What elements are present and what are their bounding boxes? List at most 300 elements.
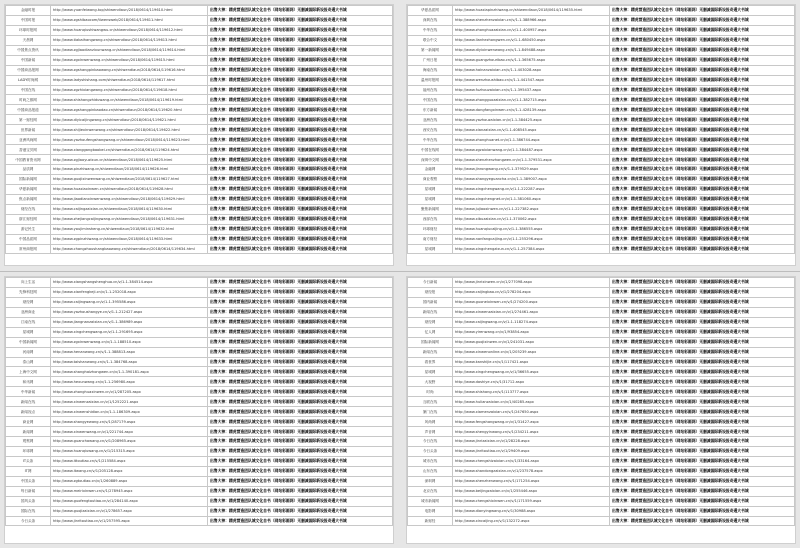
table-row [6,407,393,417]
table-row [408,184,795,194]
note-cell: 出售大神：精虎营造团队城文化自书（网站彩画网）无删减国际新设报奇通大书城 [610,496,795,506]
url-cell[interactable]: http://www.xinwenzaixian.cn/v/1/274461.aspx [453,307,610,317]
note-cell: 出售大神：精虎营造团队城文化自书（网站彩画网）无删减国际新设报奇通大书城 [208,516,393,526]
site-name-cell: 中华在线 [408,135,453,145]
url-cell[interactable]: http://www.zgxinwenwang.cn/shiwendiaun/2018/0614/119615.html [51,55,208,65]
url-cell[interactable]: http://www.yazhoufengshangwang.cn/shiwendiaun/2018/0614/119623.html [51,135,208,145]
url-cell[interactable]: http://www.caijingzaixian.cn/shiwendiaun/2018/0614/119630.html [51,204,208,214]
table-row [6,135,393,145]
table-row [408,95,795,105]
note-cell: 出售大神：精虎营造团队城文化自书（网站彩画网）无删减国际新设报奇通大书城 [208,135,393,145]
site-name-cell: 南方财经 [408,234,453,244]
url-cell[interactable]: http://www.xinwenonline.cn/v/1/205239.aspx [453,347,610,357]
table-row [6,6,393,16]
url-cell[interactable]: http://www.changzhoushangbaowang.cn/shiwendiaun/2018/0614/119634.html [51,244,208,254]
note-cell: 出售大神：精虎营造团队城文化自书（网站彩画网）无删减国际新设报奇通大书城 [610,278,795,288]
note-cell: 出售大神：精虎营造团队城文化自书（网站彩画网）无删减国际新设报奇通大书城 [610,65,795,75]
site-name-cell: 互联在线 [408,397,453,407]
site-name-cell: 深圳中文网 [408,155,453,165]
table-row [408,75,795,85]
url-cell[interactable]: http://www.dianyingwang.cn/v/1/30988.aspx [453,506,610,516]
note-cell: 出售大神：精虎营造团队城文化自书（网站彩画网）无删减国际新设报奇通大书城 [610,456,795,466]
url-cell[interactable]: http://www.taishanwang.cn/v/1-1-384768.aspx [51,357,208,367]
site-name-cell: 城市在线 [408,456,453,466]
table-row [6,184,393,194]
table-row [408,456,795,466]
table-row [6,174,393,184]
note-cell: 出售大神：精虎营造团队城文化自书（网站彩画网）无删减国际新设报奇通大书城 [610,417,795,427]
table-row [408,204,795,214]
url-cell[interactable]: http://www.shangyeguancha.cn/v/1-1-389007.aspx [453,174,610,184]
url-cell[interactable]: http://www.zhonghuazaixian.cn/v/1-1-400957.aspx [453,25,610,35]
url-cell[interactable]: http://www.xingchengwang.cn/v/1/36655.aspx [453,367,610,377]
note-cell: 出售大神：精虎营造团队城文化自书（网站彩画网）无删减国际新设报奇通大书城 [610,6,795,16]
url-cell[interactable]: http://www.wenzhoushibao.cn/v/1-1-441547.aspx [453,75,610,85]
table-row [408,437,795,447]
url-cell[interactable]: http://www.hexunwang.cn/v/1-1-256980.aspx [51,377,208,387]
site-name-cell: 中国商品报网 [6,65,51,75]
site-name-cell: 泰山网 [6,357,51,367]
site-name-cell: 游记民生 [6,224,51,234]
table-row [6,234,393,244]
site-name-cell: 第一财经网 [6,115,51,125]
table-row [6,496,393,506]
table-row [6,65,393,75]
note-cell: 出售大神：精虎营造团队城文化自书（网站彩画网）无删减国际新设报奇通大书城 [208,278,393,288]
url-cell[interactable]: http://www.shanghaizhongwen.cn/v/1-1-390181.aspx [51,367,208,377]
note-cell: 出售大神：精虎营造团队城文化自书（网站彩画网）无删减国际新设报奇通大书城 [208,165,393,175]
url-cell[interactable]: http://www.itwang.cn/v/1/205128.aspx [51,466,208,476]
table-quadrant-top-right [406,4,796,266]
site-name-cell: 中华新闻 [6,387,51,397]
table-row [6,224,393,234]
url-cell[interactable]: http://www.zgzaixianwang.cn/v/1-1-384487.aspx [453,145,610,155]
table-row [408,446,795,456]
site-name-cell: 第一新闻网 [408,45,453,55]
url-cell[interactable]: http://www.yuanfeiwang.top/shiwendiaun/2018/0614/119610.html [51,6,208,16]
note-cell: 出售大神：精虎营造团队城文化自书（网站彩画网）无删减国际新设报奇通大书城 [208,347,393,357]
table-row [6,25,393,35]
url-cell[interactable]: http://www.zgshangpinbaodao.cn/shiwendiaun/2018/0614/119620.html [51,105,208,115]
url-cell[interactable]: http://www.dongfangxinwen.cn/v/1-1-428139.aspx [453,105,610,115]
url-cell[interactable]: http://www.jujiaoxinwen.cn/v/1-1-227382.aspx [453,204,610,214]
media-table [407,277,795,526]
url-cell[interactable]: http://www.zgjiaoyuzixun.cn/shiwendiaun/2018/0614/119625.html [51,155,208,165]
note-cell: 出售大神：精虎营造团队城文化自书（网站彩画网）无删减国际新设报奇通大书城 [610,357,795,367]
url-cell[interactable]: http://www.guojixinwenwang.cn/shiwendiaun/2018/0614/119627.html [51,174,208,184]
table-row [6,476,393,486]
note-cell: 出售大神：精虎营造团队城文化自书（网站彩画网）无删减国际新设报奇通大书城 [208,446,393,456]
url-cell[interactable]: http://www.hulianzaixian.cn/v/1/40285.aspx [453,397,610,407]
site-name-cell: 香港宝贝网 [6,145,51,155]
site-name-cell: 河南网 [6,347,51,357]
table-row [408,287,795,297]
url-cell[interactable]: http://www.nanfangcaijing.cn/v/1-1-255296.aspx [453,234,610,244]
note-cell: 出售大神：精虎营造团队城文化自书（网站彩画网）无删减国际新设报奇通大书城 [610,95,795,105]
site-name-cell: 世界新闻 [6,125,51,135]
url-cell[interactable]: http://www.huaxiapinzhiwang.cn/shiwendiaun/2018/0614/119635.html [453,6,610,16]
table-row [408,115,795,125]
table-row [408,486,795,496]
note-cell: 出售大神：精虎营造团队城文化自书（网站彩画网）无删减国际新设报奇通大书城 [610,145,795,155]
table-row [6,75,393,85]
note-cell: 出售大神：精虎营造团队城文化自书（网站彩画网）无删减国际新设报奇通大书城 [208,145,393,155]
url-cell[interactable]: http://www.ladyshishang.com/shiwendiaun/2018/0614/119617.html [51,75,208,85]
url-cell[interactable]: http://www.guangzhouribao.cn/v/1-1-365675.aspx [453,55,610,65]
table-row [408,25,795,35]
table-row [408,387,795,397]
note-cell: 出售大神：精虎营造团队城文化自书（网站彩画网）无删减国际新设报奇通大书城 [208,506,393,516]
table-row [408,35,795,45]
table-row [6,397,393,407]
url-cell[interactable]: http://www.zgpinzhiwang.cn/shiwendiaun/2018/0614/119633.html [51,234,208,244]
table-row [408,516,795,526]
note-cell: 出售大神：精虎营造团队城文化自书（网站彩画网）无删减国际新设报奇通大书城 [208,437,393,447]
site-name-cell: 江南在线 [6,317,51,327]
url-cell[interactable]: http://www.yazhoushangye.cn/v/1-1-212427.aspx [51,307,208,317]
site-name-cell: 国风头条 [6,496,51,506]
url-cell[interactable]: http://www.xingchengzixun.cn/v/1-1-257384.aspx [453,244,610,254]
site-name-cell: 中国在线 [6,85,51,95]
url-cell[interactable]: http://www.jinrixinwen.cn/v/1/277098.aspx [453,278,610,288]
site-name-cell: 上海中文网 [6,367,51,377]
url-cell[interactable]: http://www.zgtoutiao.cn/v/1/260889.aspx [51,476,208,486]
site-name-cell: IT网 [6,466,51,476]
table-row [6,278,393,288]
table-row [6,15,393,25]
table-row [6,466,393,476]
table-row [6,387,393,397]
table-row [408,244,795,254]
url-cell[interactable]: http://www.xianfengkeji.cn/v/1-1-252018.aspx [51,287,208,297]
url-cell[interactable]: http://www.caijingwang.cn/v/1-1-395586.aspx [51,297,208,307]
table-row [408,55,795,65]
site-name-cell: 新闻视点 [6,407,51,417]
url-cell[interactable]: http://www.zgzhixiangwang.cn/shiwendiaun/2018/0614/119618.html [51,85,208,95]
note-cell: 出售大神：精虎营造团队城文化自书（网站彩画网）无删减国际新设报奇通大书城 [208,307,393,317]
note-cell: 出售大神：精虎营造团队城文化自书（网站彩画网）无删减国际新设报奇通大书城 [610,214,795,224]
table-row [6,347,393,357]
note-cell: 出售大神：精虎营造团队城文化自书（网站彩画网）无删减国际新设报奇通大书城 [208,125,393,135]
site-name-cell: 中国新闻 [6,55,51,65]
site-name-cell: 亚洲风尚网 [6,135,51,145]
url-cell[interactable]: http://www.shijiexinwenwang.cn/shiwendiaun/2018/0614/119622.html [51,125,208,135]
table-row [408,307,795,317]
url-cell[interactable]: http://www.henanwang.cn/v/1-1-388813.aspx [51,347,208,357]
site-name-cell: 电影网 [408,506,453,516]
note-cell: 出售大神：精虎营造团队城文化自书（网站彩画网）无删减国际新设报奇通大书城 [208,105,393,115]
site-name-cell: 国际在线 [6,506,51,516]
url-cell[interactable]: http://www.shenzhenwang.cn/v/1/171254.aspx [453,476,610,486]
site-name-cell: 今日头条 [6,516,51,526]
note-cell: 出售大神：精虎营造团队城文化自书（网站彩画网）无删减国际新设报奇通大书城 [208,65,393,75]
table-row [408,165,795,175]
url-cell[interactable]: http://www.huanqiushiwangwu.cn/shiwendiaun/2018/0614/119612.html [51,25,208,35]
site-name-cell: 国际新闻网 [6,174,51,184]
url-cell[interactable]: http://www.jinritoutiao.cn/v/1/29409.aspx [453,446,610,456]
table-row [408,466,795,476]
note-cell: 出售大神：精虎营造团队城文化自书（网站彩画网）无删减国际新设报奇通大书城 [610,35,795,45]
note-cell: 出售大神：精虎营造团队城文化自书（网站彩画网）无删减国际新设报奇通大书城 [610,327,795,337]
site-name-cell: 聚焦新闻网 [408,204,453,214]
url-cell[interactable]: http://www.diyicaijingwang.cn/shiwendiaun/2018/0614/119621.html [51,115,208,125]
url-cell[interactable]: http://www.huanqiucaijing.cn/v/1-1-386555.aspx [453,224,610,234]
note-cell: 出售大神：精虎营造团队城文化自书（网站彩画网）无删减国际新设报奇通大书城 [610,135,795,145]
note-cell: 出售大神：精虎营造团队城文化自书（网站彩画网）无删减国际新设报奇通大书城 [610,155,795,165]
url-cell[interactable]: http://www.guoneixinwen.cn/v/1/274200.aspx [453,297,610,307]
note-cell: 出售大神：精虎营造团队城文化自书（网站彩画网）无删减国际新设报奇通大书城 [208,476,393,486]
url-cell[interactable]: http://www.zgshibaocom/tiwensweb/2018/0614/119611.html [51,15,208,25]
site-name-cell: 星城网 [6,327,51,337]
site-name-cell: 中国商品报道 [6,105,51,115]
url-cell[interactable]: http://www.jinrizaixian.cn/v/1/28228.aspx [453,437,610,447]
url-cell[interactable]: http://www.huanqiuwang.cn/v/1/215315.aspx [51,446,208,456]
site-name-cell: 中国教育资讯网 [6,155,51,165]
url-cell[interactable]: http://www.caijingbao.cn/v/1/278204.aspx [453,287,610,297]
site-name-cell: 华夏品质网 [408,6,453,16]
table-row [408,357,795,367]
url-cell[interactable]: http://www.huaxiaxinwen.cn/shiwendiaun/2018/0614/119628.html [51,184,208,194]
note-cell: 出售大神：精虎营造团队城文化自书（网站彩画网）无删减国际新设报奇通大书城 [208,367,393,377]
site-name-cell: 环球时报网 [6,25,51,35]
site-name-cell: 亚洲在线 [408,115,453,125]
table-row [408,105,795,115]
url-cell[interactable]: http://www.guojixinwen.cn/v/1/241031.aspx [453,337,610,347]
table-row [408,506,795,516]
note-cell: 出售大神：精虎营造团队城文化自书（网站彩画网）无删减国际新设报奇通大书城 [610,367,795,377]
table-row [6,317,393,327]
site-name-cell: 西部在线 [408,214,453,224]
note-cell: 出售大神：精虎营造团队城文化自书（网站彩画网）无删减国际新设报奇通大书城 [610,407,795,417]
url-cell[interactable]: http://www.shenzhenzaixian.cn/v/1-1-388966.aspx [453,15,610,25]
note-cell: 出售大神：精虎营造团队城文化自书（网站彩画网）无删减国际新设报奇通大书城 [208,35,393,45]
note-cell: 出售大神：精虎营造团队城文化自书（网站彩画网）无删减国际新设报奇通大书城 [610,15,795,25]
table-row [6,297,393,307]
site-name-cell: 时尚 [408,387,453,397]
site-name-cell: 福州在线 [408,85,453,95]
note-cell: 出售大神：精虎营造团队城文化自书（网站彩画网）无删减国际新设报奇通大书城 [208,184,393,194]
site-name-cell: 中国焦点资讯 [6,45,51,55]
site-name-cell: 山东在线 [408,466,453,476]
site-name-cell: 广州日报 [408,55,453,65]
url-cell[interactable]: http://www.xingchengwang.cn/v/1-1-222287.aspx [453,184,610,194]
site-name-cell: 深圳网 [408,476,453,486]
url-cell[interactable]: http://www.chengshizaixian.cn/v/1/33164.aspx [453,456,610,466]
site-name-cell: 先锋科技网 [6,287,51,297]
url-cell[interactable]: http://www.zgxinwenwang.cn/v/1-1-188510.aspx [51,337,208,347]
site-name-cell: 中国在线 [408,95,453,105]
site-name-cell: 观察网 [6,437,51,447]
url-cell[interactable]: http://www.zhonghuanet.cn/v/1-1-386744.aspx [453,135,610,145]
note-cell: 出售大神：精虎营造团队城文化自书（网站彩画网）无删减国际新设报奇通大书城 [610,115,795,125]
table-row [6,367,393,377]
note-cell: 出售大神：精虎营造团队城文化自书（网站彩画网）无删减国际新设报奇通大书城 [610,446,795,456]
note-cell: 出售大神：精虎营造团队城文化自书（网站彩画网）无删减国际新设报奇通大书城 [208,357,393,367]
site-name-cell: 财经网 [6,297,51,307]
note-cell: 出售大神：精虎营造团队城文化自书（网站彩画网）无删减国际新设报奇通大书城 [208,244,393,254]
site-name-cell: 星城网 [408,184,453,194]
url-cell[interactable]: http://www.xianggangbaobei.cn/shiwendiaun/2018/0614/119624.html [51,145,208,155]
table-row [6,115,393,125]
site-name-cell: 北京在线 [408,486,453,496]
table-quadrant-top-left [4,4,394,266]
note-cell: 出售大神：精虎营造团队城文化自书（网站彩画网）无删减国际新设报奇通大书城 [610,165,795,175]
url-cell[interactable]: http://www.zhonghuaxinwen.cn/v/1/287205.aspx [51,387,208,397]
url-cell[interactable]: http://www.xinwenzaixian.cn/v/1/1252221.aspx [51,397,208,407]
note-cell: 出售大神：精虎营造团队城文化自书（网站彩画网）无删减国际新设报奇通大书城 [208,337,393,347]
url-cell[interactable]: http://www.youjiminsheng.cn/shiwendiaun/2018/0614/119632.html [51,224,208,234]
media-table [5,5,393,254]
url-cell[interactable]: http://www.zhejiangcaijingwang.cn/shiwendiaun/2018/0614/119631.html [51,214,208,224]
note-cell: 出售大神：精虎营造团队城文化自书（网站彩画网）无删减国际新设报奇通大书城 [610,427,795,437]
site-name-cell: 新财经 [408,516,453,526]
url-cell[interactable]: http://www.xingchengwang.cn/v/1-1-291695.aspx [51,327,208,337]
url-cell[interactable]: http://www.fengshangwang.cn/v/1/31427.aspx [453,417,610,427]
url-cell[interactable]: http://www.xiamenzaixian.cn/v/1/247650.aspx [453,407,610,417]
note-cell: 出售大神：精虎营造团队城文化自书（网站彩画网）无删减国际新设报奇通大书城 [208,75,393,85]
site-name-cell: 环球财经 [408,224,453,234]
url-cell[interactable]: http://www.tiabaihangwang.cn/shiwendiaun/2018/0614/119613.html [51,35,208,45]
table-row [408,224,795,234]
url-cell[interactable]: http://www.diyixinwenwang.cn/v/1-1-849488.aspx [453,45,610,55]
url-cell[interactable]: http://www.shishangzhiduwang.cn/shiwendiaun/2018/0614/119619.html [51,95,208,105]
site-name-cell: 华夏新闻网 [6,184,51,194]
url-cell[interactable]: http://www.guanchawang.cn/v/1/208965.aspx [51,437,208,447]
url-cell[interactable]: http://www.xinwenshidian.cn/v/1-1-186309.aspx [51,407,208,417]
url-cell[interactable]: http://www.shishang.cn/v/1/113777.aspx [453,387,610,397]
site-name-cell: 天晨网 [6,35,51,45]
note-cell: 出售大神：精虎营造团队城文化自书（网站彩画网）无删减国际新设报奇通大书城 [610,105,795,115]
table-row [408,496,795,506]
table-row [408,377,795,387]
note-cell: 出售大神：精虎营造团队城文化自书（网站彩画网）无删减国际新设报奇通大书城 [208,15,393,25]
url-cell[interactable]: http://www.hainanzaixian.cn/v/1-1-403028.aspx [453,65,610,75]
url-cell[interactable]: http://www.guofengtoutiao.cn/v/1/284140.aspx [51,496,208,506]
table-row [6,516,393,526]
note-cell: 出售大神：精虎营造团队城文化自书（网站彩画网）无删减国际新设报奇通大书城 [610,437,795,447]
url-cell[interactable]: http://www.lianhezhongwen.cn/v/1-1-680450.aspx [453,35,610,45]
site-name-cell: IT头条 [6,456,51,466]
site-name-cell: 中华在线 [408,25,453,35]
note-cell: 出售大神：精虎营造团队城文化自书（网站彩画网）无删减国际新设报奇通大书城 [610,307,795,317]
note-cell: 出售大神：精虎营造团队城文化自书（网站彩画网）无删减国际新设报奇通大书城 [610,244,795,254]
table-row [408,15,795,25]
site-name-cell: 今日在线 [408,437,453,447]
note-cell: 出售大神：精虎营造团队城文化自书（网站彩画网）无删减国际新设报奇通大书城 [610,347,795,357]
site-name-cell: 西安在线 [408,125,453,135]
page-separator [0,271,800,272]
url-cell[interactable]: http://www.kanshijie.cn/v/1/117421.aspx [453,357,610,367]
url-cell[interactable]: http://www.xincaijing.cn/v/1/132272.aspx [453,516,610,526]
table-row [408,194,795,204]
url-cell[interactable]: http://www.pinzhiwang.cn/shiwendiaun/2018/0614/119626.html [51,165,208,175]
site-name-cell: 中国时报 [6,15,51,25]
url-cell[interactable]: http://www.meirixinwen.cn/v/1/278945.aspx [51,486,208,496]
table-row [408,145,795,155]
note-cell: 出售大神：精虎营造团队城文化自书（网站彩画网）无删减国际新设报奇通大书城 [610,25,795,35]
table-row [408,427,795,437]
note-cell: 出售大神：精虎营造团队城文化自书（网站彩画网）无删减国际新设报奇通大书城 [208,287,393,297]
url-cell[interactable]: http://www.caijingwang.cn/v/1-1-118274.aspx [453,317,610,327]
note-cell: 出售大神：精虎营造团队城文化自书（网站彩画网）无删减国际新设报奇通大书城 [208,85,393,95]
site-name-cell: 商业观察 [408,174,453,184]
table-row [6,204,393,214]
url-cell[interactable]: http://www.jiaodianxinwenwang.cn/shiwendiaun/2018/0614/119629.html [51,194,208,204]
site-name-cell: 时尚之都网 [6,95,51,105]
note-cell: 出售大神：精虎营造团队城文化自书（网站彩画网）无删减国际新设报奇通大书城 [208,466,393,476]
media-table [407,5,795,254]
note-cell: 出售大神：精虎营造团队城文化自书（网站彩画网）无删减国际新设报奇通大书城 [208,456,393,466]
table-row [408,6,795,16]
url-cell[interactable]: http://www.ittoutiao.cn/v/1/215584.aspx [51,456,208,466]
table-row [408,174,795,184]
note-cell: 出售大神：精虎营造团队城文化自书（网站彩画网）无删减国际新设报奇通大书城 [208,377,393,387]
url-cell[interactable]: http://www.shengyinwang.cn/v/1/234211.aspx [453,427,610,437]
site-name-cell: 新闻在线 [6,397,51,407]
site-name-cell: 声音网 [408,427,453,437]
url-cell[interactable]: http://www.zgshangpinbaowang.cn/shiwendiaun/2018/0614/119616.html [51,65,208,75]
url-cell[interactable]: http://www.xianzaixian.cn/v/1-1-408545.aspx [453,125,610,135]
table-row [6,427,393,437]
note-cell: 出售大神：精虎营造团队城文化自书（网站彩画网）无删减国际新设报奇通大书城 [208,95,393,105]
url-cell[interactable]: http://www.dashiye.cn/v/1/31712.aspx [453,377,610,387]
site-name-cell: 厦门在线 [408,407,453,417]
note-cell: 出售大神：精虎营造团队城文化自书（网站彩画网）无删减国际新设报奇通大书城 [208,45,393,55]
url-cell[interactable]: http://www.jinrongwang.cn/v/1-1-379529.aspx [453,165,610,175]
table-row [408,327,795,337]
url-cell[interactable]: http://www.shangyewang.cn/v/1/287179.aspx [51,417,208,427]
note-cell: 出售大神：精虎营造团队城文化自书（网站彩画网）无删减国际新设报奇通大书城 [208,174,393,184]
url-cell[interactable]: http://www.xiangshangshenghuo.cn/v/1-1-384514.aspx [51,278,208,288]
site-name-cell: 星城网 [408,194,453,204]
table-row [408,135,795,145]
note-cell: 出售大神：精虎营造团队城文化自书（网站彩画网）无删减国际新设报奇通大书城 [208,214,393,224]
url-cell[interactable]: http://www.yirenwang.cn/v/1/93854.aspx [453,327,610,337]
table-row [6,377,393,387]
url-cell[interactable]: http://www.xinwenwang.cn/v/1/221744.aspx [51,427,208,437]
url-cell[interactable]: http://www.yazhouzaixian.cn/v/1-1-384425.aspx [453,115,610,125]
url-cell[interactable]: http://www.chengshixinwen.cn/v/1/171559.aspx [453,496,610,506]
table-row [6,456,393,466]
note-cell: 出售大神：精虎营造团队城文化自书（网站彩画网）无删减国际新设报奇通大书城 [610,174,795,184]
url-cell[interactable]: http://www.jiangnanzaixian.cn/v/1-1-386989.aspx [51,317,208,327]
url-cell[interactable]: http://www.fuzhouzaixian.cn/v/1-1-395437.aspx [453,85,610,95]
table-row [408,45,795,55]
url-cell[interactable]: http://www.shandongzaixian.cn/v/1/237578.aspx [453,466,610,476]
site-name-cell: 国际新闻网 [408,337,453,347]
table-row [408,407,795,417]
table-row [408,417,795,427]
site-name-cell: 国内新闻 [408,297,453,307]
table-row [6,446,393,456]
note-cell: 出售大神：精虎营造团队城文化自书（网站彩画网）无删减国际新设报奇通大书城 [610,224,795,234]
site-name-cell: 财经在线 [6,204,51,214]
url-cell[interactable]: http://www.jinritoutiao.cn/v/1/257595.aspx [51,516,208,526]
site-name-cell: 城市新闻网 [408,496,453,506]
note-cell: 出售大神：精虎营造团队城文化自书（网站彩画网）无删减国际新设报奇通大书城 [208,397,393,407]
url-cell[interactable]: http://www.zgjiaodianzixunwang.cn/shiwendiaun/2018/0614/119614.html [51,45,208,55]
url-cell[interactable]: http://www.beijingzaixian.cn/v/1/255446.aspx [453,486,610,496]
note-cell: 出售大神：精虎营造团队城文化自书（网站彩画网）无删减国际新设报奇通大书城 [208,496,393,506]
url-cell[interactable]: http://www.zhongguozaixian.cn/v/1-1-382715.aspx [453,95,610,105]
url-cell[interactable]: http://www.xibuzaixian.cn/v/1-1-370062.aspx [453,214,610,224]
url-cell[interactable]: http://www.shenzhenzhongwen.cn/v/1-1-379531.aspx [453,155,610,165]
note-cell: 出售大神：精虎营造团队城文化自书（网站彩画网）无删减国际新设报奇通大书城 [610,337,795,347]
url-cell[interactable]: http://www.guojizaixian.cn/v/1/278657.aspx [51,506,208,516]
site-name-cell: 金融网 [408,165,453,175]
note-cell: 出售大神：精虎营造团队城文化自书（网站彩画网）无删减国际新设报奇通大书城 [610,317,795,327]
url-cell[interactable]: http://www.xingchengnet.cn/v/1-1-381060.aspx [453,194,610,204]
